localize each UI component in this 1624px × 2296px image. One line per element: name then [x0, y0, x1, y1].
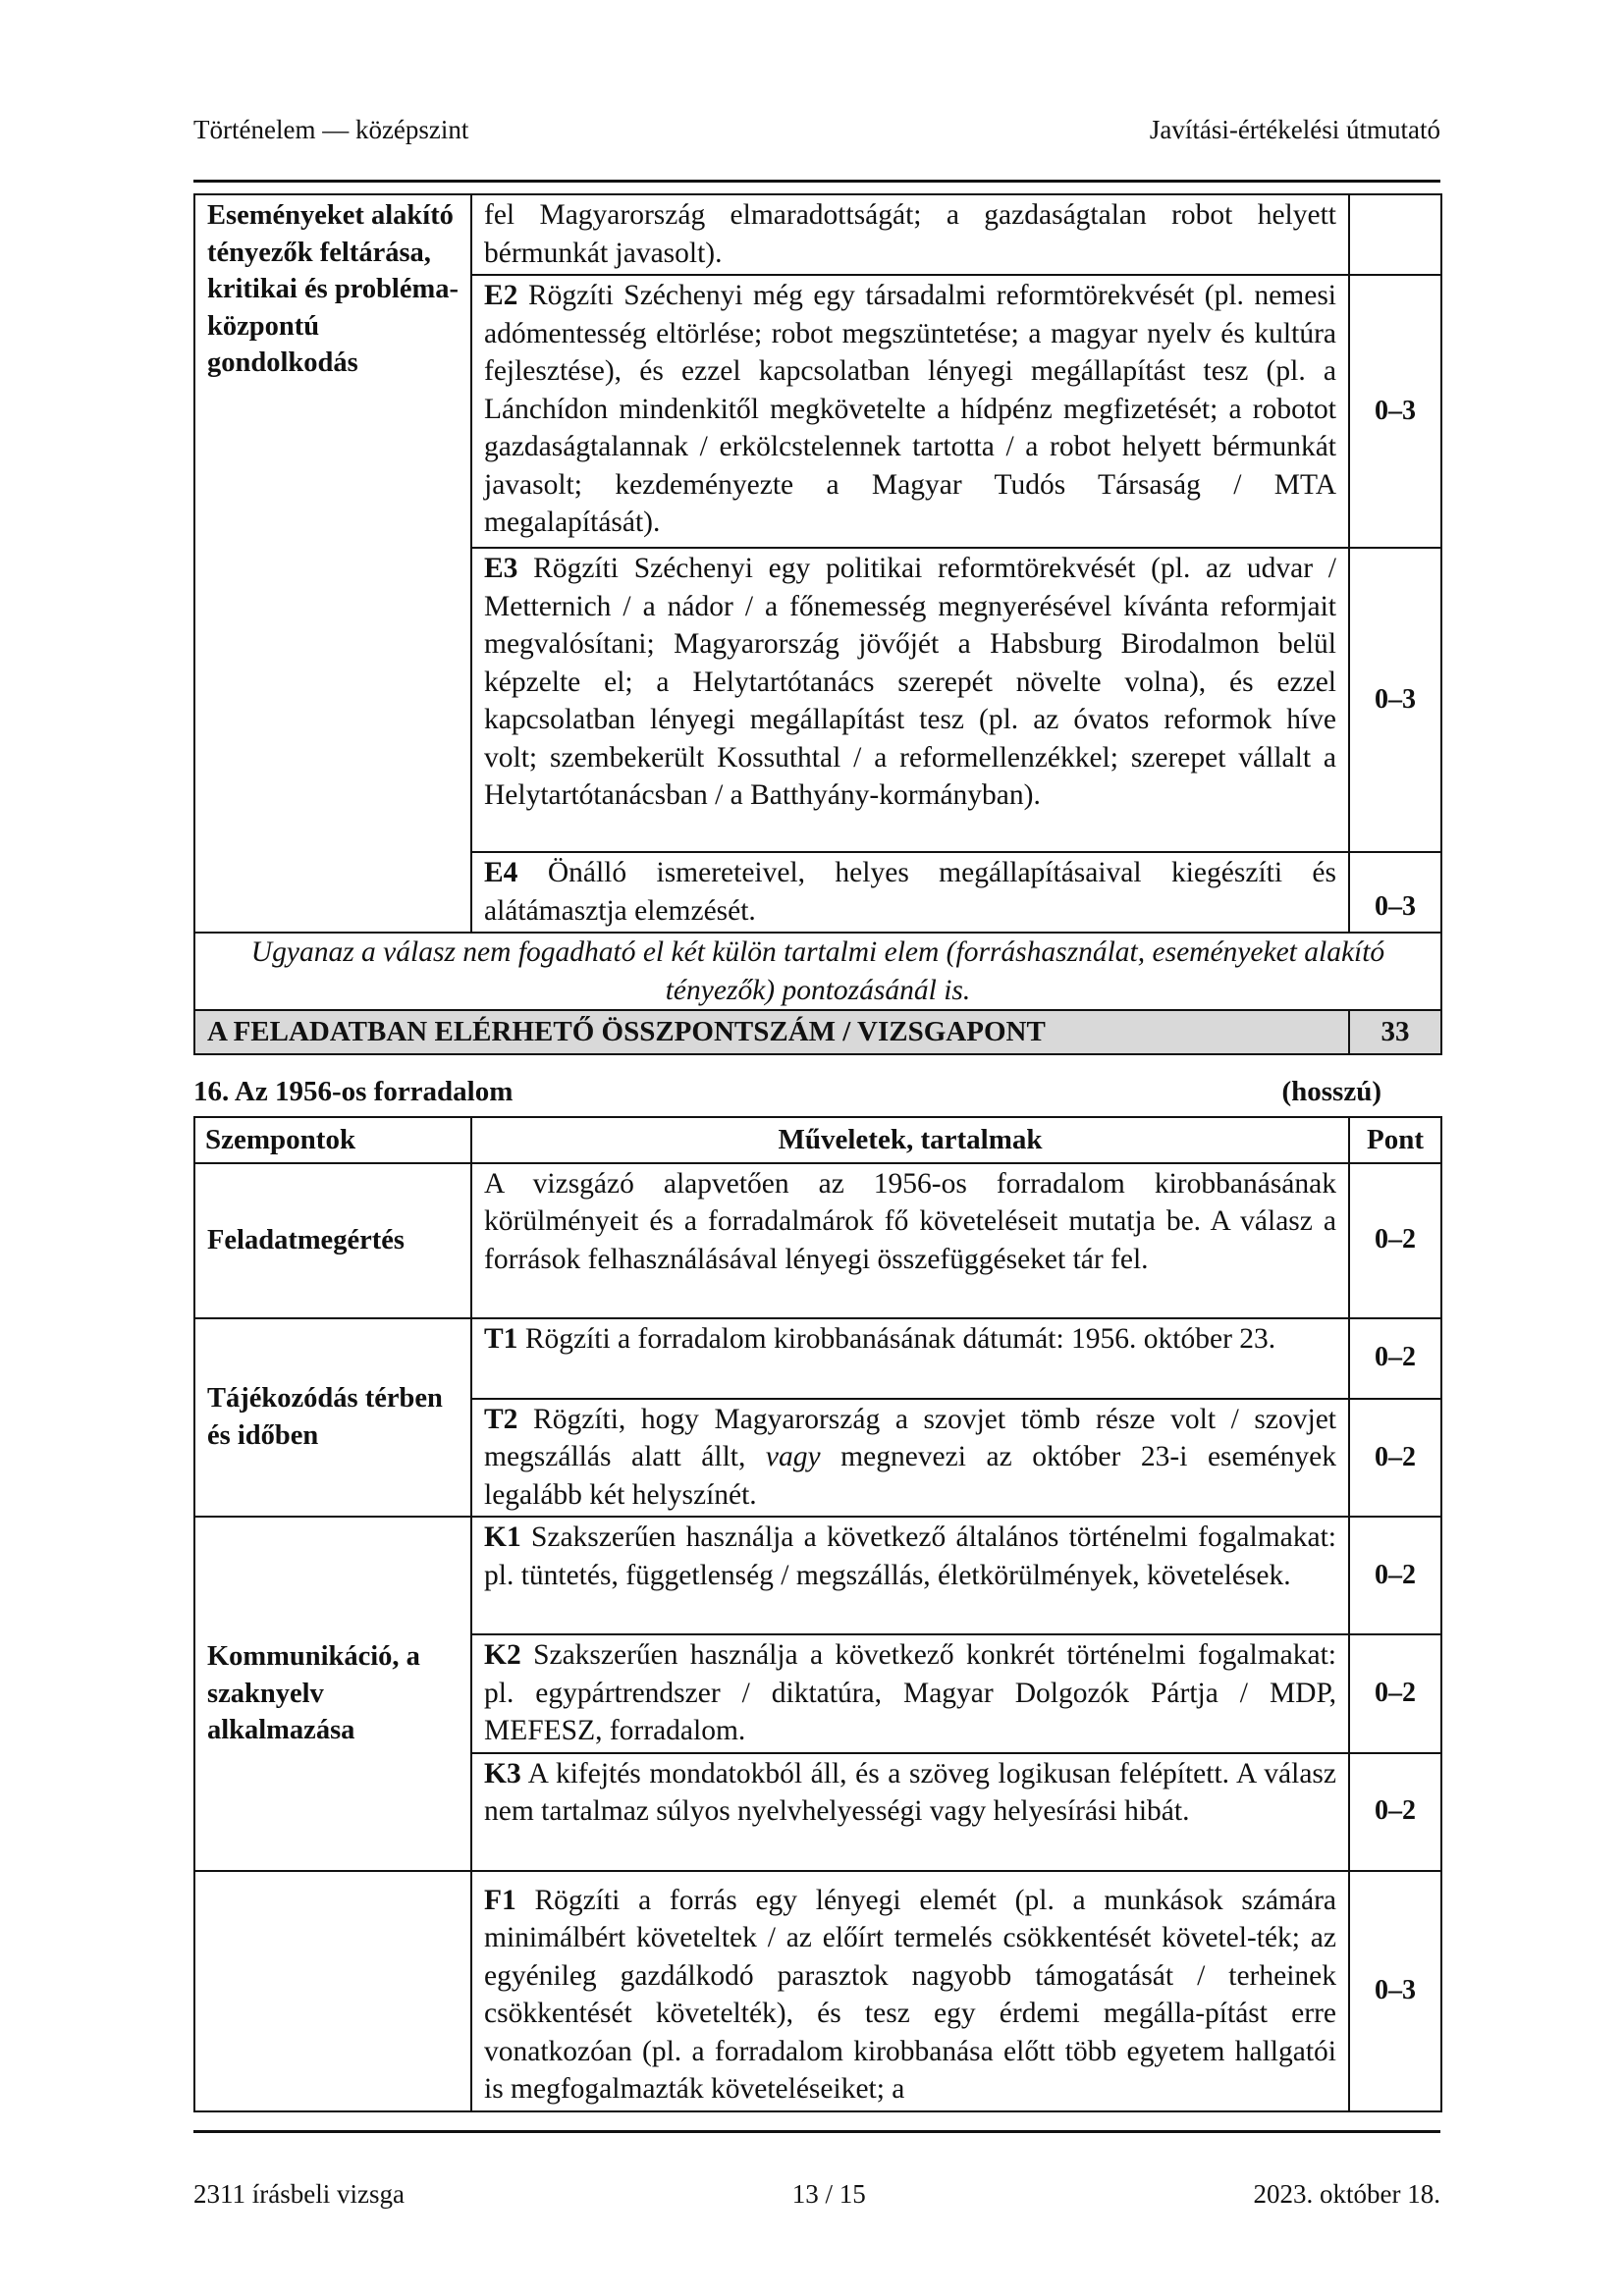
- scoring-table-16: [193, 1116, 1442, 2112]
- header-subject: Történelem — középszint: [193, 115, 469, 144]
- points-cell: 0–2: [1349, 1634, 1441, 1753]
- footer-date: 2023. október 18.: [1253, 2179, 1440, 2209]
- criterion-cell: Feladatmegértés: [194, 1163, 471, 1318]
- table-row: [194, 1871, 1441, 2111]
- emphasis-text: vagy: [765, 1441, 821, 1472]
- col-header-criteria: Szempontok: [194, 1117, 471, 1163]
- col-header-content: Műveletek, tartalmak: [471, 1117, 1349, 1163]
- content-cell: T1 Rögzíti a forradalom kirobbanásának dátumát: 1956. október 23.: [471, 1318, 1349, 1399]
- criterion-cell: [194, 1871, 471, 2111]
- item-code: K1: [484, 1522, 521, 1553]
- header-doc-type: Javítási-értékelési útmutató: [1149, 115, 1440, 144]
- content-cell: A vizsgázó alapvetően az 1956-os forradalom kirobbanásának körülményeit és a forradalmárok fő követeléseit mutatja be. A válasz a források felhasználásával lényegi összefüggéseket tár fel.: [471, 1163, 1349, 1318]
- table-row: [194, 1318, 1441, 1399]
- item-code: F1: [484, 1884, 516, 1916]
- item-code: E4: [484, 857, 518, 888]
- footer-rule: [193, 2130, 1440, 2133]
- points-cell: 0–2: [1349, 1318, 1441, 1399]
- total-value: 33: [1349, 1010, 1441, 1054]
- col-header-points: Pont: [1349, 1117, 1441, 1163]
- item-code: K2: [484, 1639, 521, 1671]
- section-type: (hosszú): [1281, 1076, 1381, 1107]
- points-cell: 0–2: [1349, 1399, 1441, 1518]
- content-cell: E2 Rögzíti Széchenyi még egy társadalmi reformtörekvését (pl. nemesi adómentesség eltörlése; robot megszüntetése; a magyar nyelv és kultúra fejlesztése), és ezzel kapcsolatban lényegi megállapítást tesz (pl. a Lánchídon mindenkitől megkövetelte a hídpénz megfizetését; a robotot gazdaságtalannak / erkölcstelennek tartotta / a robot helyett bérmunkát javasolt; kezdeményezte a Magyar Tudós Társaság / MTA megalapítását).: [471, 275, 1349, 548]
- points-cell: 0–3: [1349, 1871, 1441, 2111]
- criterion-cell: Kommunikáció, a szaknyelv alkalmazása: [194, 1517, 471, 1871]
- points-cell: 0–3: [1349, 852, 1441, 933]
- table-row: [194, 1517, 1441, 1634]
- points-cell: 0–2: [1349, 1163, 1441, 1318]
- item-code: E3: [484, 553, 518, 584]
- points-cell: [1349, 194, 1441, 275]
- criterion-cell: Tájékozódás térben és időben: [194, 1318, 471, 1518]
- item-code: K3: [484, 1757, 521, 1789]
- section-title-text: 16. Az 1956-os forradalom: [193, 1076, 514, 1107]
- total-label: A FELADATBAN ELÉRHETŐ ÖSSZPONTSZÁM / VIZSGAPONT: [194, 1010, 1349, 1054]
- note-row: [194, 933, 1441, 1010]
- note-text: Ugyanaz a válasz nem fogadható el két külön tartalmi elem (forráshasználat, eseményeket alakító tényezők) pontozásánál is.: [194, 933, 1441, 1010]
- content-cell: fel Magyarország elmaradottságát; a gazdaságtalan robot helyett bérmunkát javasolt).: [471, 194, 1349, 275]
- page-header: [193, 106, 1440, 145]
- content-cell: F1 Rögzíti a forrás egy lényegi elemét (pl. a munkások számára minimálbért követeltek / az előírt termelés csökkentését követel-ték; az egyénileg gazdálkodó parasztok nagyobb támogatását / terheinek csökkentését követelték), és tesz egy érdemi megálla-pítást erre vonatkozóan (pl. a forradalom kirobbanása előtt több egyetem hallgatói is megfogalmazták követeléseiket; a: [471, 1871, 1349, 2111]
- content-cell: K3 A kifejtés mondatokból áll, és a szöveg logikusan felépített. A válasz nem tartalmaz súlyos nyelvhelyességi vagy helyesírási hibát.: [471, 1753, 1349, 1871]
- page-footer: [193, 2179, 1440, 2210]
- section-title: [193, 1076, 1381, 1108]
- points-cell: 0–2: [1349, 1753, 1441, 1871]
- scoring-table-15: [193, 193, 1442, 1055]
- content-cell: E3 Rögzíti Széchenyi egy politikai reformtörekvését (pl. az udvar / Metternich / a nádor / a főnemesség megnyerésével kívánta reformjait megvalósítani; Magyarország jövőjét a Habsburg Birodalmon belül képzelte el; a Helytartótanács szerepét növelte volna), és ezzel kapcsolatban lényegi megállapítást tesz (pl. az óvatos reformok híve volt; szembekerült Kossuthtal / a reformellenzékkel; szerepet vállalt a Helytartótanácsban / a Batthyány-kormányban).: [471, 548, 1349, 852]
- criterion-cell: Eseményeket alakító tényezők feltárása, kritikai és probléma-központú gondolkodás: [194, 194, 471, 933]
- item-code: T2: [484, 1403, 518, 1435]
- content-cell: K1 Szakszerűen használja a következő általános történelmi fogalmakat: pl. tüntetés, függetlenség / megszállás, életkörülmények, követelések.: [471, 1517, 1349, 1634]
- content-cell: K2 Szakszerűen használja a következő konkrét történelmi fogalmakat: pl. egypártrendszer / diktatúra, Magyar Dolgozók Pártja / MDP, MEFESZ, forradalom.: [471, 1634, 1349, 1753]
- total-row: [194, 1010, 1441, 1054]
- header-row: [194, 1117, 1441, 1163]
- footer-page-number: 13 / 15: [791, 2179, 866, 2209]
- content-cell: T2 Rögzíti, hogy Magyarország a szovjet tömb része volt / szovjet megszállás alatt állt, vagy megnevezi az október 23-i események legalább két helyszínét.: [471, 1399, 1349, 1518]
- content-cell: E4 Önálló ismereteivel, helyes megállapításaival kiegészíti és alátámasztja elemzését.: [471, 852, 1349, 933]
- points-cell: 0–3: [1349, 275, 1441, 548]
- header-rule: [193, 180, 1440, 183]
- points-cell: 0–2: [1349, 1517, 1441, 1634]
- footer-exam-code: 2311 írásbeli vizsga: [193, 2179, 405, 2209]
- table-row: [194, 194, 1441, 275]
- points-cell: 0–3: [1349, 548, 1441, 852]
- item-code: T1: [484, 1322, 518, 1355]
- table-row: [194, 1163, 1441, 1318]
- item-code: E2: [484, 280, 518, 311]
